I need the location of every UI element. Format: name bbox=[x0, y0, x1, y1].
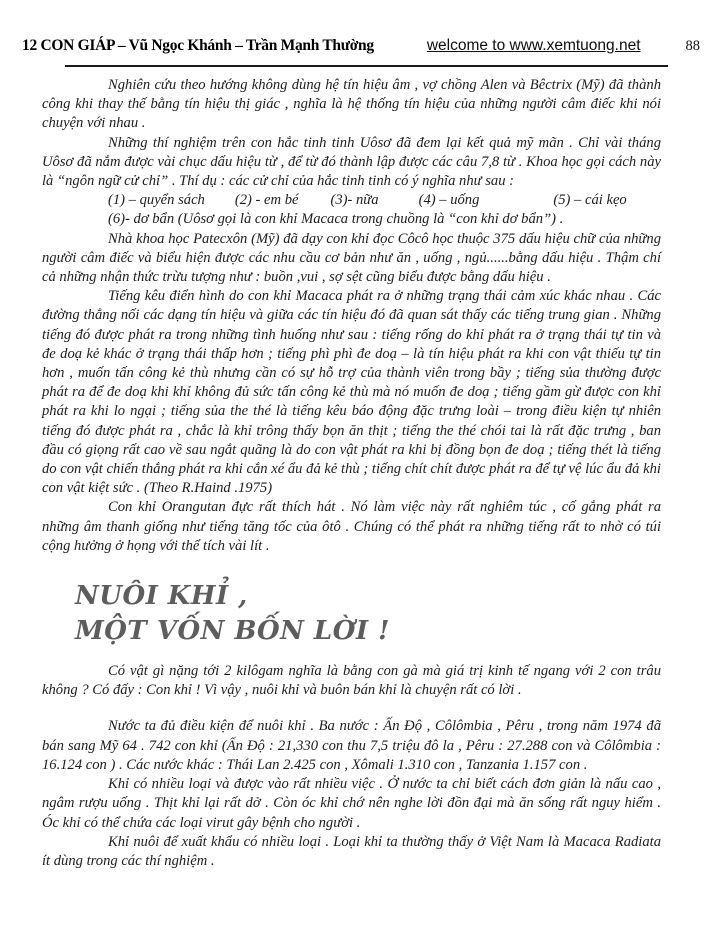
paragraph-sign-six-dirty: (6)- dơ bẩn (Uôsơ gọi là con khỉ Macaca trong chuồng là “con khỉ dơ bẩn”) . bbox=[108, 211, 564, 228]
paragraph-monkey-breeds: Khỉ nuôi để xuất khẩu có nhiều loại . Loại khỉ ta thường thấy ở Việt Nam là Macaca Radiata ít dùng trong các thí nghiệm . bbox=[42, 833, 661, 869]
list-item: (3)- nữa bbox=[330, 192, 379, 209]
book-title: 12 CON GIÁP – Vũ Ngọc Khánh – Trần Mạnh Thường bbox=[22, 37, 374, 54]
list-item: (5) – cái kẹo bbox=[553, 192, 627, 209]
list-item: (2) - em bé bbox=[234, 192, 299, 209]
paragraph-monkey-export-stats: Nước ta đủ điều kiện để nuôi khỉ . Ba nước : Ấn Độ , Côlômbia , Pêru , trong năm 1974 đã bán sang Mỹ 64 . 742 con khỉ (Ấn Độ : 21,330 con thu 7,5 triệu đô la , Pêru : 27.288 con và Côlômbia : 16.124 con ) . Các nước khác : Thái Lan 2.425 con , Xômali 1.310 con , Tanzania 1.157 con . bbox=[42, 718, 661, 773]
paragraph-monkey-uses: Khỉ có nhiều loại và được vào rất nhiều việc . Ở nước ta chỉ biết cách đơn giản là nấu cao , ngâm rượu uống . Thịt khỉ lại rất dở . Còn óc khỉ chớ nên nghe lời đồn đại mà ăn sống rất nguy hiểm . Óc khỉ có thể chứa các loại virut gây bệnh cho người . bbox=[42, 776, 661, 831]
paragraph-patterson-koko: Nhà khoa học Patecxôn (Mỹ) đã dạy con khỉ đọc Côcô học thuộc 375 dấu hiệu chữ của những người câm điếc và biểu hiện được các nhu cầu cơ bản như ăn , uống , ngủ......bằng dấu hiệu . Thậm chí cả những nhận thức trừu tượng như : buồn ,vui , sợ sệt cũng biểu được bằng dấu hiệu . bbox=[42, 230, 661, 286]
section-heading-line1: NUÔI KHỈ , bbox=[75, 581, 248, 612]
page-header bbox=[0, 0, 723, 55]
paragraph-monkey-value: Có vật gì nặng tới 2 kilôgam nghĩa là bằng con gà mà giá trị kinh tế ngang với 2 con trâu không ? Có đấy : Con khỉ ! Vì vậy , nuôi khỉ và buôn bán khỉ là chuyện rất có lời . bbox=[42, 663, 661, 699]
paragraph-sign-language-intro: Nghiên cứu theo hướng không dùng hệ tín hiệu âm , vợ chồng Alen và Bêctrix (Mỹ) đã thành công khi thay thế bằng tín hiệu thị giác , nghĩa là hệ thống tín hiệu của những người câm điếc khi nói chuyện với nhau . bbox=[42, 77, 661, 132]
page-number: 88 bbox=[685, 38, 700, 54]
paragraph-washoe-experiments: Những thí nghiệm trên con hắc tinh tinh Uôsơ đã đem lại kết quả mỹ mãn . Chỉ vài tháng Uôsơ đã nắm được vài chục dấu hiệu từ , để từ đó thành lập được các câu 7,8 từ . Khoa học gọi cách này là “ngôn ngữ cử chỉ” . Thí dụ : các cử chỉ của hắc tinh tinh có ý nghĩa như sau : bbox=[42, 134, 661, 190]
paragraph-orangutan-singing: Con khỉ Orangutan đực rất thích hát . Nó làm việc này rất nghiêm túc , cố gắng phát ra những âm thanh giống như tiếng tăng tốc của ôtô . Chúng có thể phát ra những tiếng rất to nhờ có túi cộng hưởng ở họng với thể tích vài lít . bbox=[42, 499, 661, 554]
website-link[interactable]: welcome to www.xemtuong.net bbox=[426, 37, 641, 54]
list-item: (1) – quyển sách bbox=[108, 192, 205, 209]
section-heading bbox=[75, 579, 661, 649]
sign-language-example-list bbox=[42, 191, 661, 210]
page-body bbox=[42, 76, 661, 871]
header-divider-rule bbox=[65, 65, 668, 67]
paragraph-macaca-calls: Tiếng kêu điển hình do con khỉ Macaca phát ra ở những trạng thái cảm xúc khác nhau . Các đường thẳng nối các dạng tín hiệu và giữa các tín hiệu đó đã quan sát thấy các tiếng trung gian . Những tiếng đó được phát ra trong những tình huống như sau : tiếng rống do khỉ phát ra ở trạng thái tự tin và đe doạ kẻ khác ở trạng thái thấp hơn ; tiếng phì phì đe doạ – là tín hiệu phát ra khi con vật thiếu tự tin hơn , muốn tấn công kẻ thù nhưng cần có sự hỗ trợ của thành viên trong bầy ; tiếng sủa thường được phát ra để đe doạ khi khỉ không đủ sức tấn công kẻ thù mà nó muốn đe doạ ; tiếng gầm gừ được con khỉ phát ra khi lo ngại ; tiếng sủa the thé là tiếng kêu báo động đặc trưng loài – trong điều kiện tự nhiên tiếng đó được phát ra , chắc là khỉ trông thấy bọn ăn thịt ; tiếng the thé chói tai là rất đặc trưng , ban đầu có giọng rất cao về sau ngắt quãng là do con vật phát ra khi bị đồng bọn đe doạ ; tiếng thét là tiếng do con vật chiến thắng phát ra khi cắn xé ẩu đả kẻ thù ; tiếng chít chít được phát ra để tự vệ lúc ẩu đả khi con vật kiệt sức . (Theo R.Haind .1975) bbox=[42, 288, 661, 497]
section-heading-line2: MỘT VỐN BỐN LỜI ! bbox=[75, 616, 390, 647]
list-item: (4) – uống bbox=[418, 192, 480, 209]
